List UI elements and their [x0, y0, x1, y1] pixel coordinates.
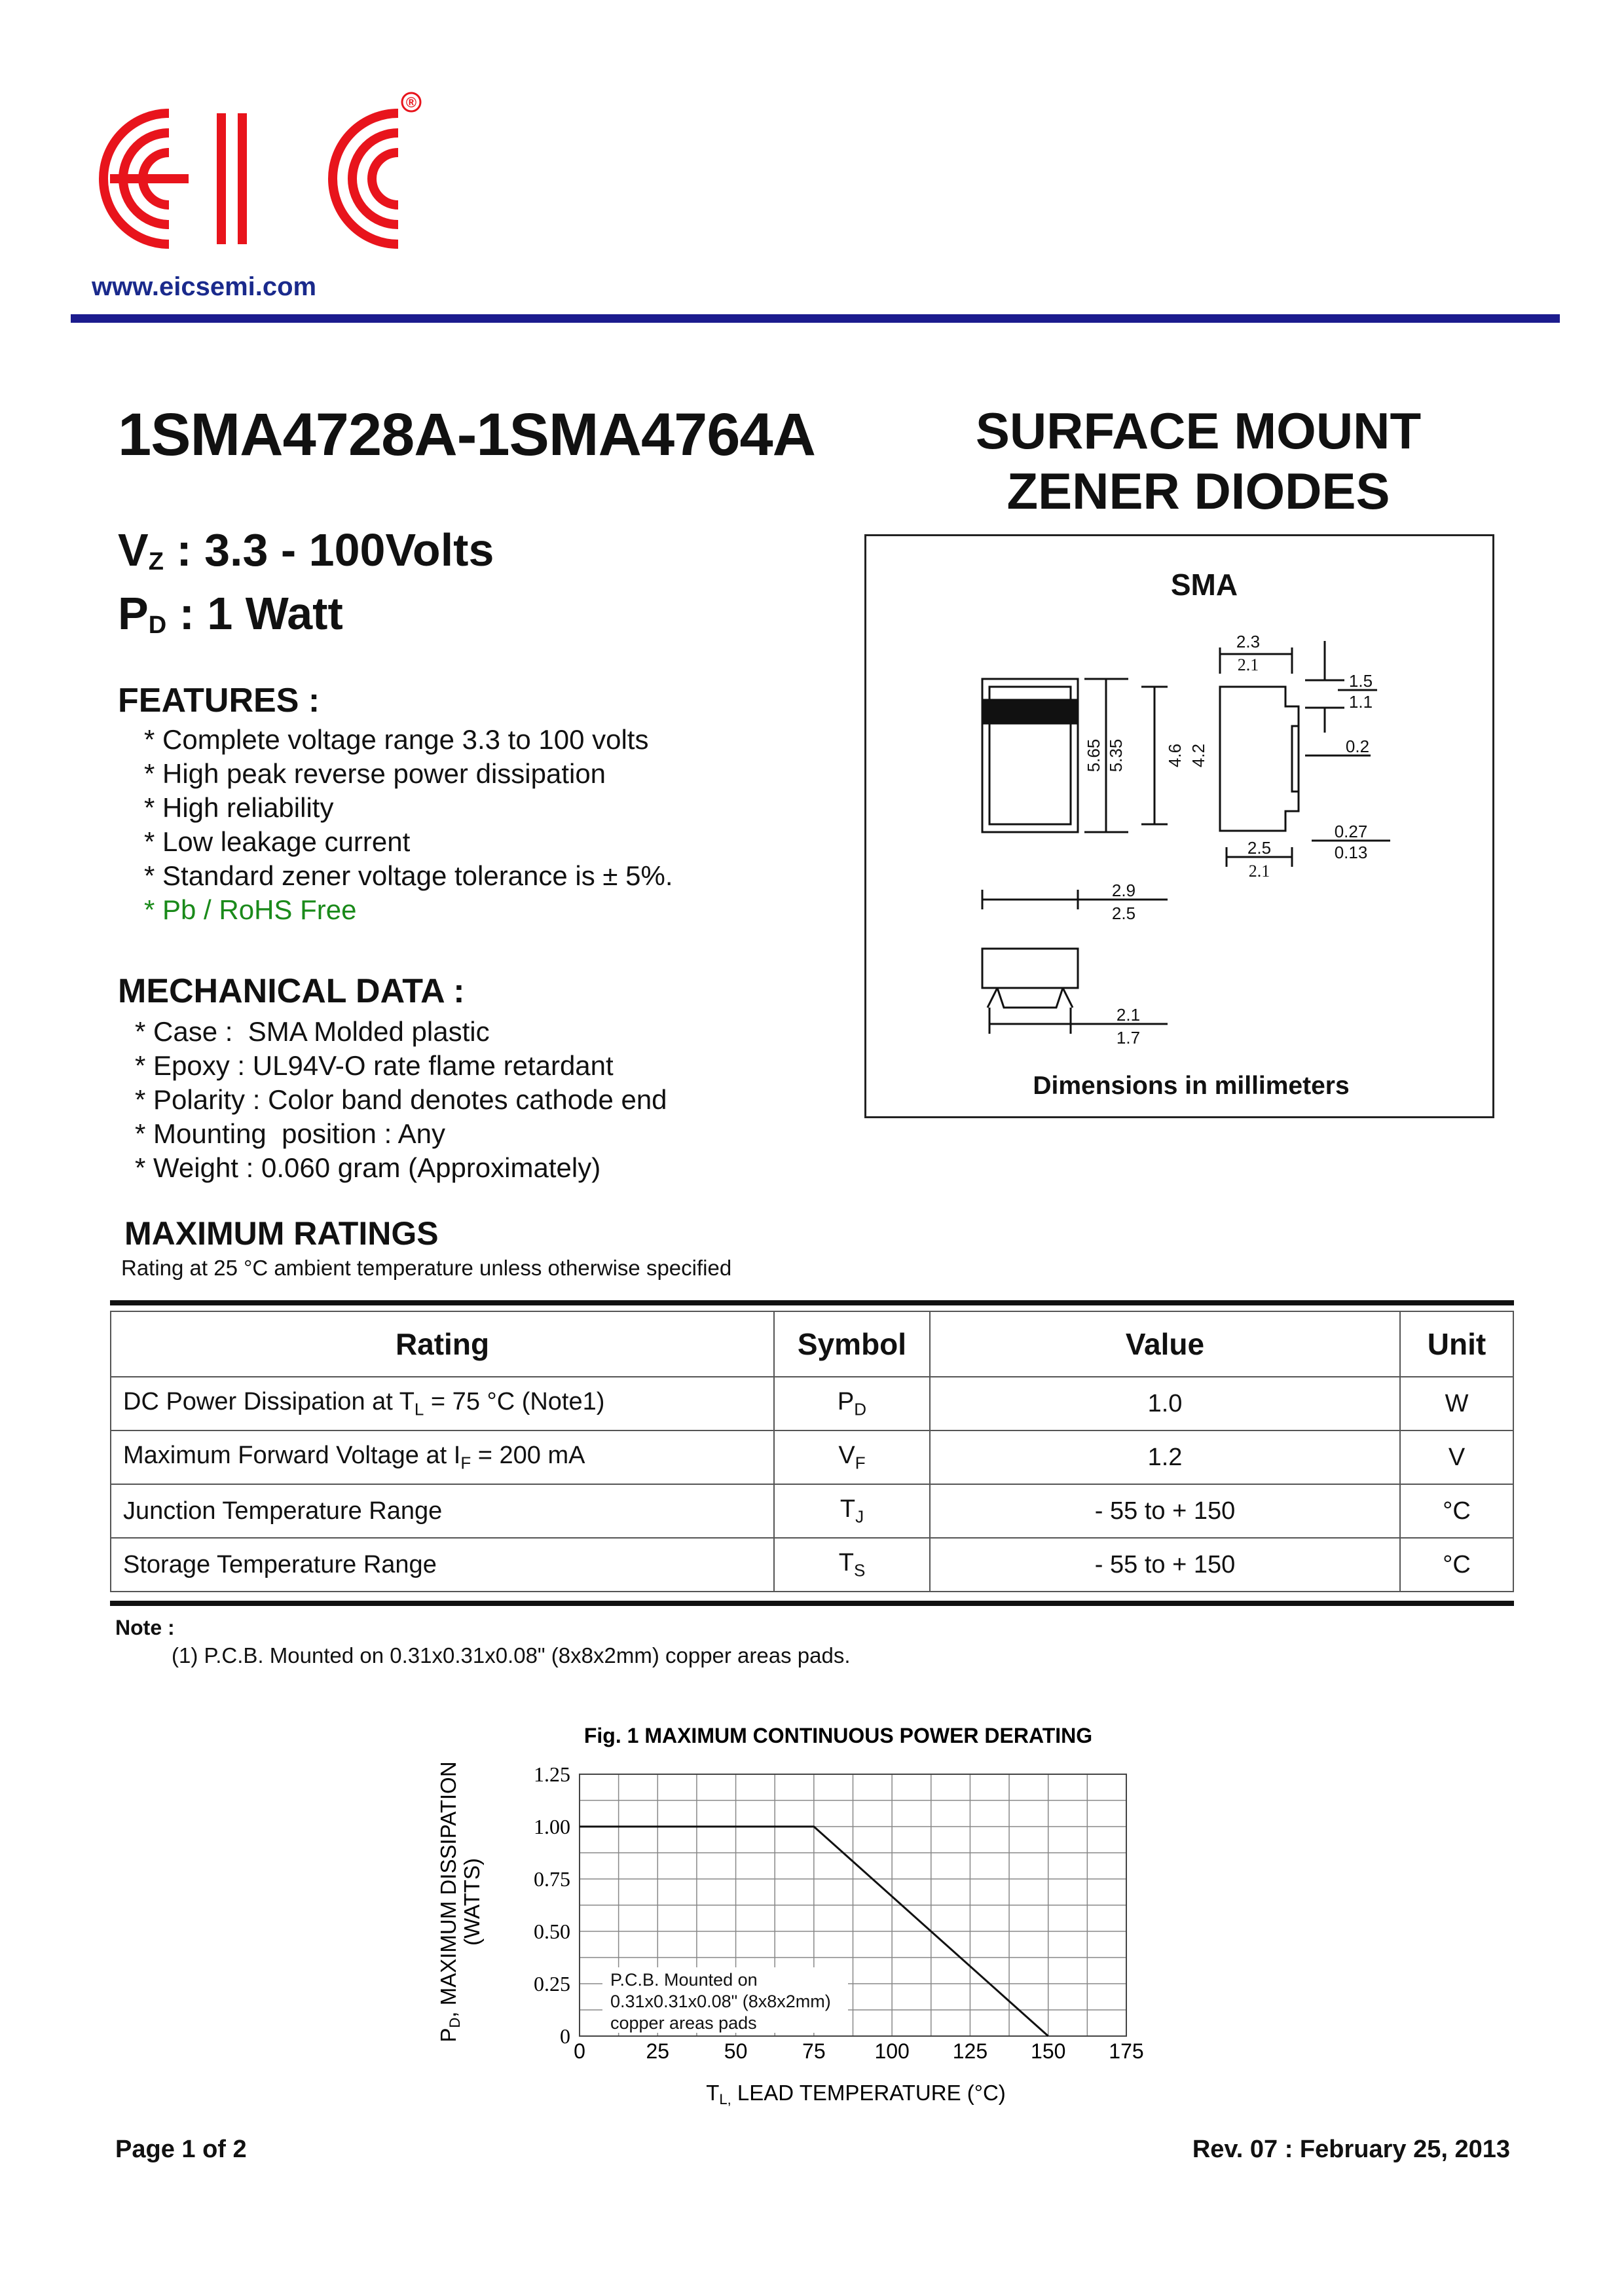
rating-cell	[111, 1377, 774, 1430]
x-tick-label: 175	[1109, 2039, 1144, 2063]
value-cell: 1.2	[930, 1430, 1400, 1484]
y-tick-label: 0.25	[534, 1972, 570, 1995]
note-heading: Note :	[115, 1616, 175, 1639]
power-derating-chart	[419, 1715, 1192, 2108]
vz-subscript: Z	[148, 548, 164, 575]
x-tick-label: 25	[646, 2039, 670, 2063]
dim-2-9: 2.9	[1111, 881, 1136, 900]
dim-4-2: 4.2	[1189, 743, 1208, 768]
rating-cell	[111, 1430, 774, 1484]
vz-symbol: V	[118, 524, 149, 575]
mechanical-item: * Epoxy : UL94V-O rate flame retardant	[135, 1050, 614, 1081]
value-cell: - 55 to + 150	[930, 1538, 1400, 1592]
rating-text: DC Power Dissipation at T	[123, 1387, 415, 1415]
dim-0-27: 0.27	[1334, 822, 1368, 841]
symbol-sub: D	[854, 1399, 867, 1419]
chart-annotation-line: copper areas pads	[610, 2013, 757, 2033]
rating-sub: L	[414, 1399, 424, 1419]
table-row	[111, 1377, 1513, 1430]
mechanical-list	[135, 1015, 667, 1185]
xlabel-post: LEAD TEMPERATURE (°C)	[731, 2081, 1006, 2105]
feature-item: * High reliability	[144, 792, 334, 823]
table-row	[111, 1538, 1513, 1592]
title-line-2: ZENER DIODES	[1006, 462, 1390, 520]
eic-logo	[71, 84, 437, 274]
mechanical-heading: MECHANICAL DATA :	[118, 972, 465, 1010]
dimensions-caption: Dimensions in millimeters	[1033, 1072, 1350, 1100]
ratings-subheading: Rating at 25 °C ambient temperature unless otherwise specified	[121, 1256, 732, 1280]
table-header-row	[111, 1311, 1513, 1377]
table-row	[111, 1430, 1513, 1484]
unit-cell: W	[1400, 1377, 1513, 1430]
package-name: SMA	[1170, 568, 1238, 602]
value-cell: - 55 to + 150	[930, 1484, 1400, 1538]
chart-annotation-line: 0.31x0.31x0.08" (8x8x2mm)	[610, 1992, 831, 2011]
pd-symbol: P	[118, 588, 149, 639]
dim-0-2: 0.2	[1345, 737, 1370, 756]
ratings-heading: MAXIMUM RATINGS	[124, 1215, 439, 1252]
xlabel-t: T	[706, 2081, 720, 2105]
col-rating: Rating	[111, 1311, 774, 1377]
rating-text: Maximum Forward Voltage at I	[123, 1441, 461, 1469]
dim-4-6: 4.6	[1165, 743, 1185, 768]
features-heading: FEATURES :	[118, 682, 320, 720]
rating-text-post: = 200 mA	[471, 1441, 585, 1469]
y-tick-label: 1.00	[534, 1815, 570, 1838]
symbol-cell	[774, 1430, 930, 1484]
package-outline-drawing	[866, 536, 1492, 1116]
rating-cell	[111, 1484, 774, 1538]
y-tick-label: 0	[560, 2024, 570, 2048]
website-link[interactable]: www.eicsemi.com	[92, 272, 317, 301]
unit-cell: V	[1400, 1430, 1513, 1484]
symbol-text: T	[840, 1495, 856, 1523]
x-tick-label: 125	[952, 2039, 988, 2063]
note-text: (1) P.C.B. Mounted on 0.31x0.31x0.08" (8x8x2mm) copper areas pads.	[172, 1643, 851, 1667]
col-unit: Unit	[1400, 1311, 1513, 1377]
vz-value: : 3.3 - 100Volts	[163, 524, 494, 575]
col-value: Value	[930, 1311, 1400, 1377]
table-top-rule	[110, 1300, 1514, 1305]
x-tick-label: 100	[874, 2039, 910, 2063]
y-tick-label: 0.50	[534, 1920, 570, 1943]
registered-mark: ®	[405, 94, 417, 111]
mechanical-item: * Case : SMA Molded plastic	[135, 1016, 490, 1047]
ylabel-sub: D	[447, 2017, 463, 2028]
feature-item: * Standard zener voltage tolerance is ± 5%.	[144, 860, 673, 891]
x-tick-label: 75	[802, 2039, 826, 2063]
vz-spec	[118, 524, 494, 576]
dim-1-5: 1.5	[1348, 671, 1373, 691]
page-number: Page 1 of 2	[115, 2136, 247, 2163]
y-tick-label: 1.25	[534, 1762, 570, 1786]
unit-cell: °C	[1400, 1484, 1513, 1538]
x-tick-label: 0	[574, 2039, 585, 2063]
symbol-cell	[774, 1538, 930, 1592]
ylabel-p: P	[436, 2028, 460, 2043]
dim-2-1c: 2.1	[1116, 1005, 1141, 1025]
pd-value: : 1 Watt	[166, 588, 343, 639]
rating-text: Junction Temperature Range	[123, 1497, 443, 1525]
y-axis-label-line2: (WATTS)	[460, 1858, 484, 1946]
symbol-cell	[774, 1377, 930, 1430]
mechanical-item: * Weight : 0.060 gram (Approximately)	[135, 1152, 601, 1183]
dim-5-65: 5.65	[1084, 738, 1103, 773]
revision: Rev. 07 : February 25, 2013	[1192, 2136, 1510, 2163]
dim-0-13: 0.13	[1334, 843, 1368, 862]
dim-2-1a: 2.1	[1237, 655, 1259, 674]
part-number: 1SMA4728A-1SMA4764A	[118, 401, 816, 468]
package-drawing-box	[864, 534, 1494, 1118]
dim-2-3: 2.3	[1236, 632, 1261, 651]
ylabel-post: , MAXIMUM DISSIPATION	[436, 1761, 460, 2018]
y-axis-label	[436, 1761, 463, 2042]
table-row	[111, 1484, 1513, 1538]
mechanical-item: * Mounting position : Any	[135, 1118, 445, 1149]
dim-2-5b: 2.5	[1111, 903, 1136, 923]
table-bottom-rule	[110, 1601, 1514, 1606]
feature-item-rohs: * Pb / RoHS Free	[144, 894, 357, 925]
title-line-1: SURFACE MOUNT	[975, 402, 1422, 460]
rating-sub: F	[460, 1453, 471, 1473]
rating-text: Storage Temperature Range	[123, 1550, 437, 1578]
header-rule	[71, 314, 1560, 323]
feature-item: * High peak reverse power dissipation	[144, 758, 606, 789]
feature-item: * Low leakage current	[144, 826, 411, 857]
symbol-sub: J	[855, 1506, 864, 1527]
x-axis-label	[706, 2081, 1006, 2107]
symbol-sub: S	[853, 1560, 866, 1580]
y-tick-label: 0.75	[534, 1867, 570, 1891]
xlabel-sub: L,	[719, 2091, 731, 2107]
features-list	[144, 723, 673, 927]
symbol-text: V	[838, 1441, 855, 1469]
symbol-text: P	[837, 1387, 855, 1415]
unit-cell: °C	[1400, 1538, 1513, 1592]
x-tick-label: 150	[1031, 2039, 1066, 2063]
col-symbol: Symbol	[774, 1311, 930, 1377]
feature-item: * Complete voltage range 3.3 to 100 volts	[144, 724, 649, 755]
pd-subscript: D	[148, 611, 167, 639]
pd-spec	[118, 587, 343, 640]
ratings-table	[110, 1311, 1514, 1592]
dim-5-35: 5.35	[1106, 738, 1126, 773]
rating-cell	[111, 1538, 774, 1592]
product-title	[871, 401, 1526, 521]
x-tick-label: 50	[724, 2039, 748, 2063]
symbol-sub: F	[855, 1453, 866, 1473]
symbol-text: T	[838, 1548, 854, 1576]
rating-text-post: = 75 °C (Note1)	[424, 1387, 605, 1415]
chart-title: Fig. 1 MAXIMUM CONTINUOUS POWER DERATING	[583, 1724, 1093, 1747]
dim-1-1: 1.1	[1348, 692, 1373, 712]
symbol-cell	[774, 1484, 930, 1538]
mechanical-item: * Polarity : Color band denotes cathode end	[135, 1084, 667, 1115]
chart-annotation-line: P.C.B. Mounted on	[610, 1970, 758, 1990]
value-cell: 1.0	[930, 1377, 1400, 1430]
dim-2-5a: 2.5	[1247, 838, 1272, 858]
dim-1-7: 1.7	[1116, 1028, 1141, 1048]
dim-2-1b: 2.1	[1248, 862, 1270, 881]
